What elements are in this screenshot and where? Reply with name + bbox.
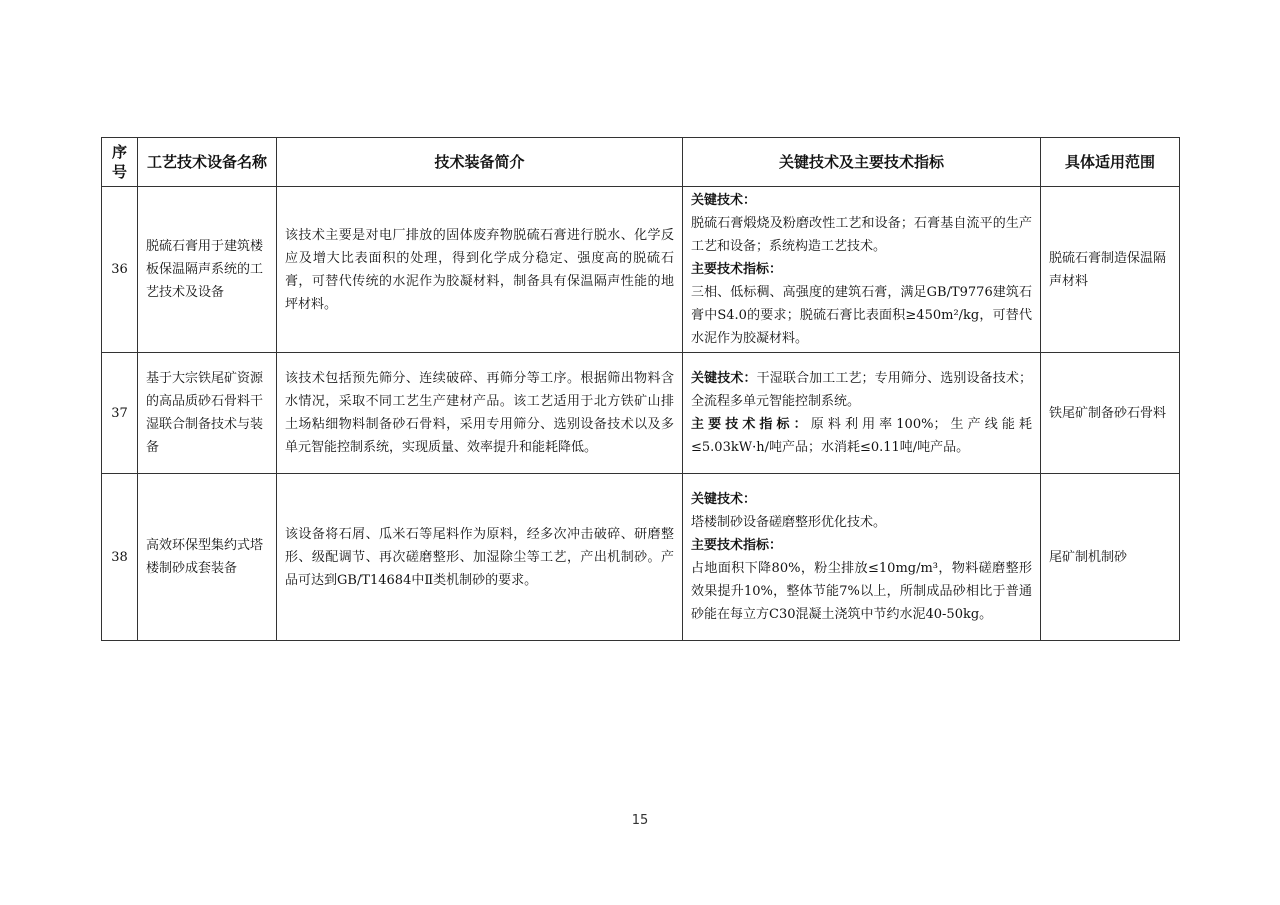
- application-scope: 脱硫石膏制造保温隔声材料: [1041, 187, 1180, 353]
- page-number: 15: [631, 813, 649, 828]
- technology-intro: 该技术包括预先筛分、连续破碎、再筛分等工序。根据筛出物料含水情况，采取不同工艺生产建材产品。该工艺适用于北方铁矿山排土场粘细物料制备砂石骨料，采用专用筛分、选别设备技术以及多单元智能控制系统，实现质量、效率提升和能耗降低。: [277, 353, 683, 474]
- row-number: 38: [102, 474, 138, 641]
- key-tech-label: 关键技术：: [691, 371, 757, 386]
- key-tech-text: 塔楼制砂设备磋磨整形优化技术。: [691, 515, 887, 530]
- row-number: 36: [102, 187, 138, 353]
- row-number: 37: [102, 353, 138, 474]
- application-scope: 铁尾矿制备砂石骨料: [1041, 353, 1180, 474]
- table-row: [102, 474, 1180, 641]
- header-seq: 序号: [102, 138, 138, 187]
- technology-intro: 该设备将石屑、瓜米石等尾料作为原料，经多次冲击破碎、研磨整形、级配调节、再次磋磨整形、加湿除尘等工艺，产出机制砂。产品可达到GB/T14684中Ⅱ类机制砂的要求。: [277, 474, 683, 641]
- indicator-label: 主要技术指标：: [691, 417, 811, 432]
- technology-name: 高效环保型集约式塔楼制砂成套装备: [138, 474, 277, 641]
- technology-intro: 该技术主要是对电厂排放的固体废弃物脱硫石膏进行脱水、化学反应及增大比表面积的处理，得到化学成分稳定、强度高的脱硫石膏，可替代传统的水泥作为胶凝材料，制备具有保温隔声性能的地坪材料。: [277, 187, 683, 353]
- key-tech-label: 关键技术：: [691, 492, 757, 507]
- technology-name: 脱硫石膏用于建筑楼板保温隔声系统的工艺技术及设备: [138, 187, 277, 353]
- key-technology-cell: [683, 353, 1041, 474]
- indicator-text: 三相、低标稠、高强度的建筑石膏，满足GB/T9776建筑石膏中S4.0的要求；脱硫石膏比表面积≥450m²/kg，可替代水泥作为胶凝材料。: [691, 285, 1032, 346]
- indicator-label: 主要技术指标：: [691, 538, 783, 553]
- header-scope: 具体适用范围: [1041, 138, 1180, 187]
- application-scope: 尾矿制机制砂: [1041, 474, 1180, 641]
- technology-table: [101, 137, 1180, 641]
- key-tech-text: 脱硫石膏煅烧及粉磨改性工艺和设备；石膏基自流平的生产工艺和设备；系统构造工艺技术。: [691, 216, 1032, 254]
- key-technology-cell: [683, 474, 1041, 641]
- header-key: 关键技术及主要技术指标: [683, 138, 1041, 187]
- table-row: [102, 353, 1180, 474]
- table-header-row: [102, 138, 1180, 187]
- indicator-label: 主要技术指标：: [691, 262, 783, 277]
- key-tech-label: 关键技术：: [691, 193, 757, 208]
- key-tech-text: 干湿联合加工工艺；专用筛分、选别设备技术；全流程多单元智能控制系统。: [691, 371, 1032, 409]
- header-intro: 技术装备简介: [277, 138, 683, 187]
- indicator-text: 原料利用率100%；生产线能耗≤5.03kW·h/吨产品；水消耗≤0.11吨/吨产品。: [691, 417, 1032, 455]
- indicator-text: 占地面积下降80%，粉尘排放≤10mg/m³，物料磋磨整形效果提升10%，整体节能7%以上，所制成品砂相比于普通砂能在每立方C30混凝土浇筑中节约水泥40-50kg。: [691, 561, 1032, 622]
- header-name: 工艺技术设备名称: [138, 138, 277, 187]
- table-row: [102, 187, 1180, 353]
- key-technology-cell: [683, 187, 1041, 353]
- technology-name: 基于大宗铁尾矿资源的高品质砂石骨料干湿联合制备技术与装备: [138, 353, 277, 474]
